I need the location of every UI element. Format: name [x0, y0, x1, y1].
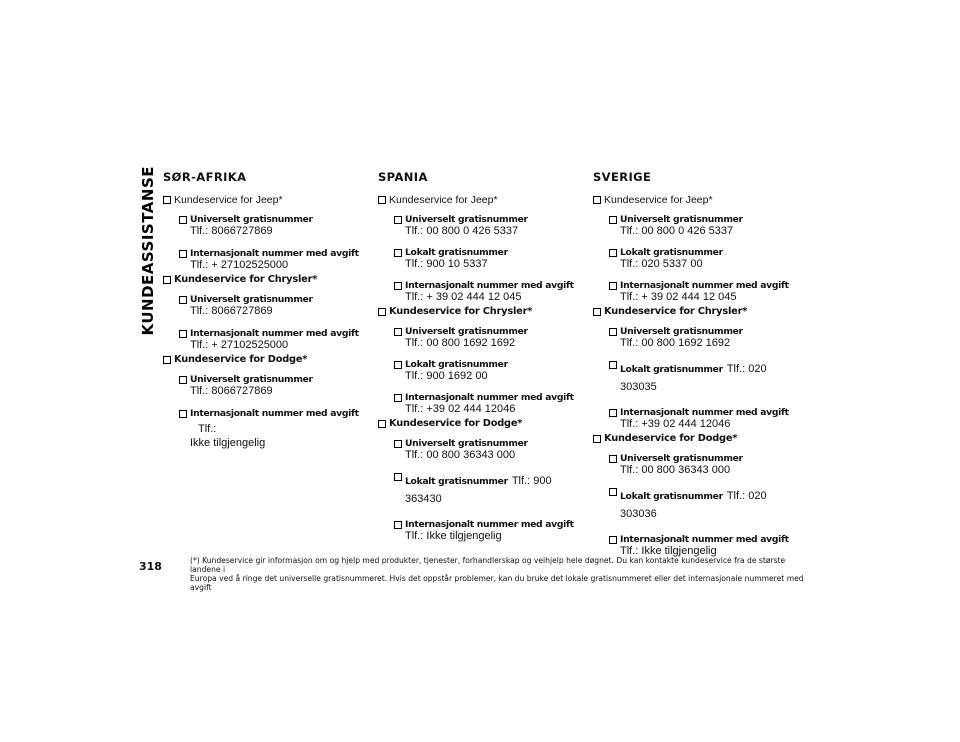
number-entry: Lokalt gratisnummer Tlf.: 020 303035	[593, 359, 803, 395]
number-entry: Universelt gratisnummer Tlf.: 00 800 0 426 5337	[378, 214, 588, 238]
checkbox-icon	[179, 410, 187, 418]
checkbox-icon	[163, 196, 171, 204]
number-entry: Internasjonalt nummer med avgift Tlf.: + 27102525000	[163, 248, 373, 272]
number-entry: Lokalt gratisnummer Tlf.: 020 5337 00	[593, 247, 803, 271]
checkbox-icon	[394, 440, 402, 448]
number-entry: Universelt gratisnummer Tlf.: 8066727869	[163, 374, 373, 398]
checkbox-icon	[394, 328, 402, 336]
footnote	[190, 556, 810, 592]
checkbox-icon	[609, 216, 617, 224]
checkbox-icon	[609, 455, 617, 463]
checkbox-icon	[609, 409, 617, 417]
checkbox-icon	[609, 282, 617, 290]
number-entry: Universelt gratisnummer Tlf.: 8066727869	[163, 294, 373, 318]
checkbox-icon	[394, 521, 402, 529]
number-entry: Internasjonalt nummer med avgift Tlf.: + 39 02 444 12 045	[378, 280, 588, 304]
column-south-africa	[163, 170, 373, 452]
checkbox-icon	[394, 473, 402, 481]
checkbox-icon	[609, 488, 617, 496]
checkbox-icon	[394, 249, 402, 257]
number-entry: Lokalt gratisnummer Tlf.: 900 10 5337	[378, 247, 588, 271]
checkbox-icon	[394, 216, 402, 224]
section-tab-label: KUNDEASSISTANSE	[139, 166, 157, 336]
service-dodge: Kundeservice for Dodge*	[378, 418, 588, 429]
number-entry: Internasjonalt nummer med avgift Tlf.: Ikke tilgjengelig	[163, 408, 373, 450]
checkbox-icon	[163, 356, 171, 364]
country-heading: SPANIA	[378, 170, 428, 184]
checkbox-icon	[593, 196, 601, 204]
footnote-line: (*) Kundeservice gir informasjon om og hjelp med produkter, tjenester, forhandlerskap og veihjelp hele døgnet. Du kan kontakte kundeservice fra de største landene i	[190, 556, 786, 574]
checkbox-icon	[394, 394, 402, 402]
service-chrysler: Kundeservice for Chrysler*	[163, 274, 373, 285]
number-entry: Universelt gratisnummer Tlf.: 00 800 1692 1692	[593, 326, 803, 350]
checkbox-icon	[378, 308, 386, 316]
service-jeep: Kundeservice for Jeep*	[163, 194, 373, 206]
number-entry: Internasjonalt nummer med avgift Tlf.: Ikke tilgjengelig	[378, 519, 588, 543]
number-entry: Universelt gratisnummer Tlf.: 00 800 36343 000	[378, 438, 588, 462]
checkbox-icon	[593, 308, 601, 316]
checkbox-icon	[394, 282, 402, 290]
page-number: 318	[139, 560, 162, 573]
checkbox-icon	[394, 361, 402, 369]
number-entry: Universelt gratisnummer Tlf.: 8066727869	[163, 214, 373, 238]
checkbox-icon	[378, 420, 386, 428]
country-heading: SVERIGE	[593, 170, 652, 184]
number-entry: Internasjonalt nummer med avgift Tlf.: + 39 02 444 12 045	[593, 280, 803, 304]
country-heading: SØR-AFRIKA	[163, 170, 247, 184]
column-spain	[378, 170, 588, 552]
checkbox-icon	[179, 250, 187, 258]
checkbox-icon	[609, 361, 617, 369]
checkbox-icon	[609, 536, 617, 544]
service-chrysler: Kundeservice for Chrysler*	[593, 306, 803, 317]
service-jeep: Kundeservice for Jeep*	[378, 194, 588, 206]
checkbox-icon	[378, 196, 386, 204]
section-tab	[138, 166, 158, 592]
number-entry: Universelt gratisnummer Tlf.: 00 800 0 426 5337	[593, 214, 803, 238]
number-entry: Universelt gratisnummer Tlf.: 00 800 1692 1692	[378, 326, 588, 350]
checkbox-icon	[179, 330, 187, 338]
checkbox-icon	[179, 376, 187, 384]
number-entry: Universelt gratisnummer Tlf.: 00 800 36343 000	[593, 453, 803, 477]
number-entry: Internasjonalt nummer med avgift Tlf.: +39 02 444 12046	[593, 407, 803, 431]
number-entry: Lokalt gratisnummer Tlf.: 900 363430	[378, 471, 588, 507]
checkbox-icon	[163, 276, 171, 284]
checkbox-icon	[609, 249, 617, 257]
number-entry: Lokalt gratisnummer Tlf.: 900 1692 00	[378, 359, 588, 383]
number-entry: Internasjonalt nummer med avgift Tlf.: Ikke tilgjengelig	[593, 534, 803, 558]
service-jeep: Kundeservice for Jeep*	[593, 194, 803, 206]
number-entry: Lokalt gratisnummer Tlf.: 020 303036	[593, 486, 803, 522]
checkbox-icon	[593, 435, 601, 443]
column-sweden	[593, 170, 803, 567]
service-dodge: Kundeservice for Dodge*	[163, 354, 373, 365]
number-entry: Internasjonalt nummer med avgift Tlf.: + 27102525000	[163, 328, 373, 352]
service-dodge: Kundeservice for Dodge*	[593, 433, 803, 444]
checkbox-icon	[179, 216, 187, 224]
footnote-line: Europa ved å ringe det universelle gratisnummeret. Hvis det oppstår problemer, kan du bruke det lokale gratisnummeret eller det internasjonale nummeret med avgift	[190, 574, 804, 592]
checkbox-icon	[609, 328, 617, 336]
service-chrysler: Kundeservice for Chrysler*	[378, 306, 588, 317]
number-entry: Internasjonalt nummer med avgift Tlf.: +39 02 444 12046	[378, 392, 588, 416]
checkbox-icon	[179, 296, 187, 304]
